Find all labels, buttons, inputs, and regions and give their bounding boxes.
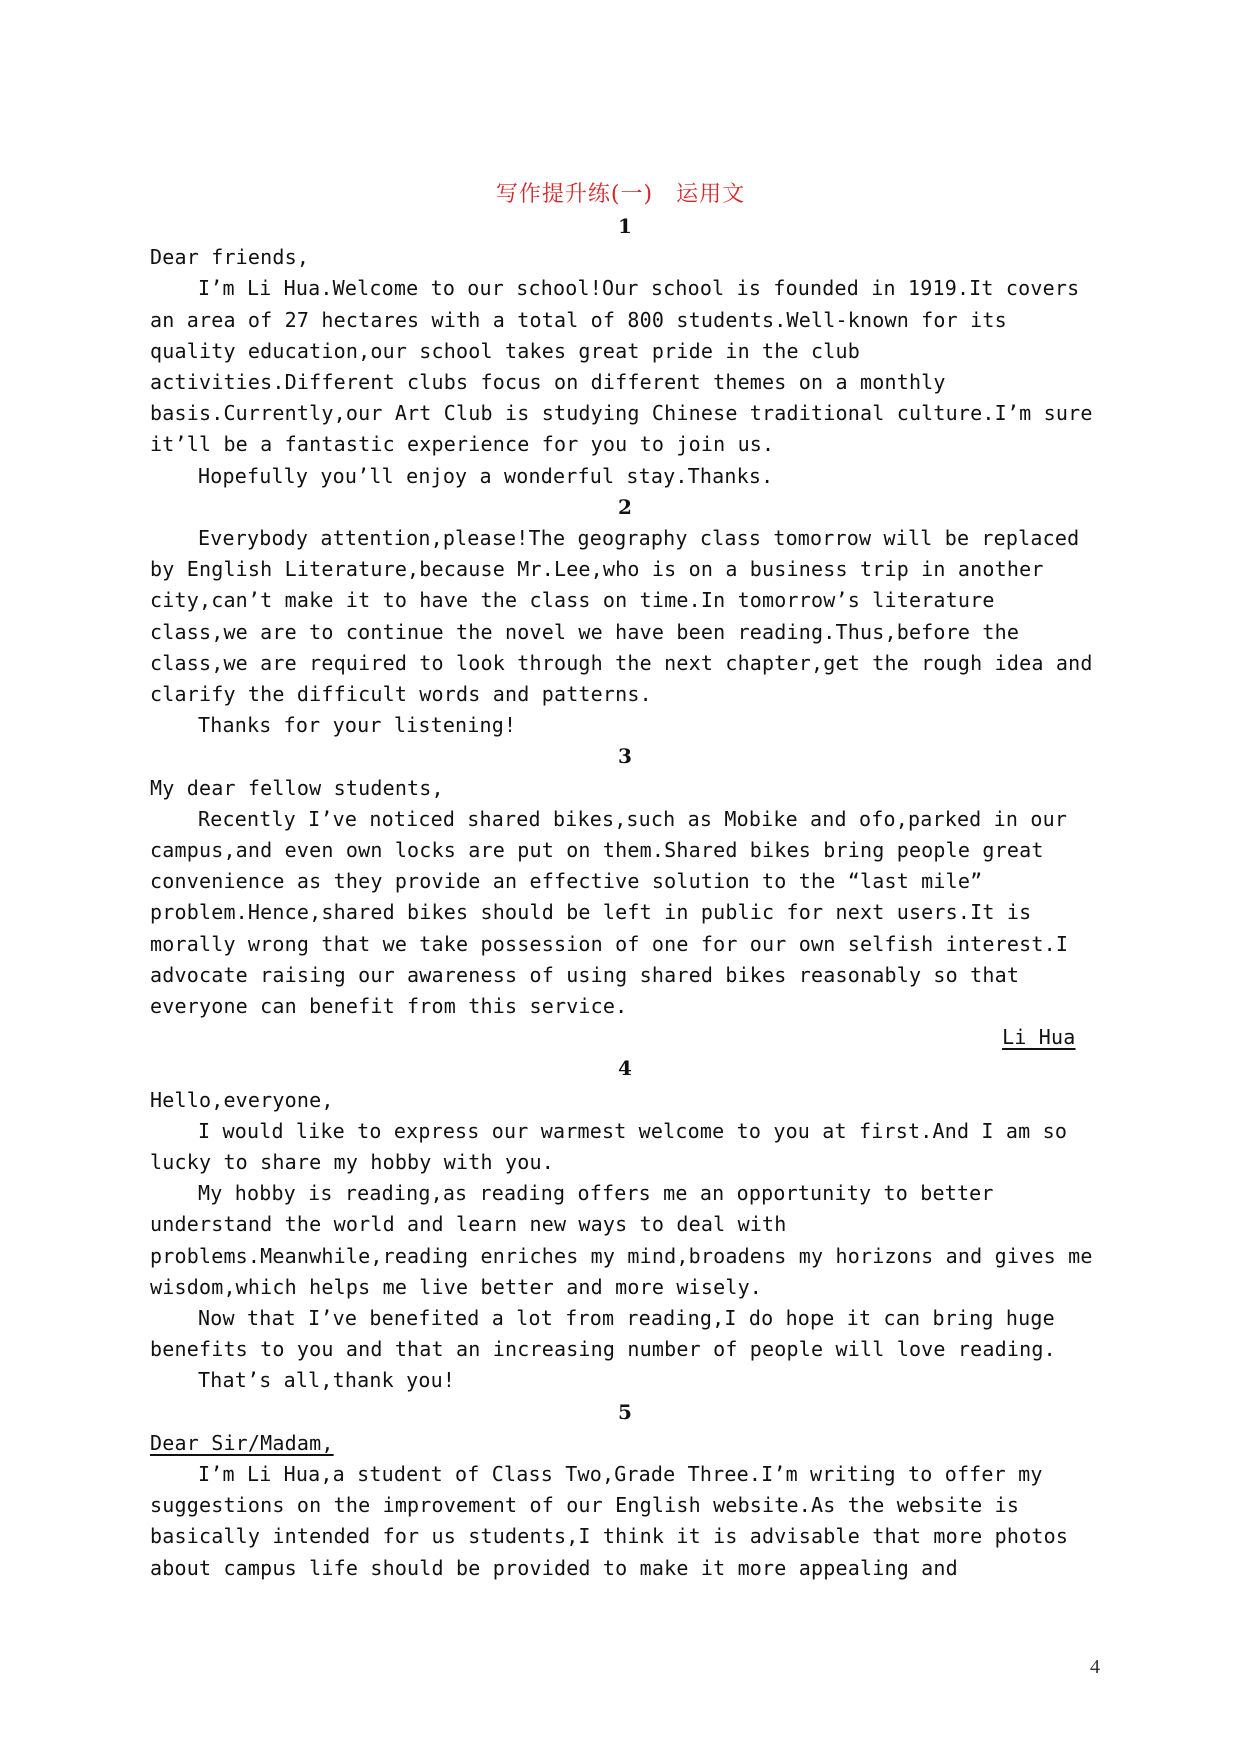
page-title: 写作提升练(一) 运用文 [495,182,746,207]
salutation: My dear fellow students, [150,775,444,800]
page-number: 4 [1090,1656,1100,1678]
paragraph: My hobby is reading,as reading offers me an opportunity to better understand the world and learn new ways to deal with problems.Meanwhile,reading enriches my mind,broadens my horizons and gives me wisdom,which helps me live better and more wisely. [150,1181,1093,1299]
paragraph: That’s all,thank you! [198,1368,456,1393]
salutation [150,1428,1100,1459]
paragraph: Everybody attention,please!The geography class tomorrow will be replaced by English Literature,because Mr.Lee,who is on a business trip in another city,can’t make it to have the class on time.In tomorrow’s literature class,we are to continue the novel we have been reading.Thus,before the class,we are required to look through the next chapter,get the rough idea and clarify the difficult words and patterns. [150,526,1093,707]
document-body [150,211,1100,1584]
signature [150,1022,1100,1053]
paragraph: Thanks for your listening! [198,713,517,738]
paragraph: I’m Li Hua,a student of Class Two,Grade Three.I’m writing to offer my suggestions on the improvement of our English website.As the website is basically intended for us students,I think it is advisable that more photos about campus life should be provided to make it more appealing and [150,1462,1069,1580]
paragraph: I’m Li Hua.Welcome to our school!Our school is founded in 1919.It covers an area of 27 hectares with a total of 800 students.Well-known for its quality education,our school takes great pride in the club activities.Different clubs focus on different themes on a monthly basis.Currently,our Art Club is studying Chinese traditional culture.I’m sure it’ll be a fantastic experience for you to join us. [150,276,1093,457]
salutation: Hello,everyone, [150,1087,334,1112]
section-number: 1 [617,214,633,238]
section-number: 4 [617,1056,633,1081]
paragraph: I would like to express our warmest welcome to you at first.And I am so lucky to share my hobby with you. [150,1118,1068,1175]
signature-text: Li Hua [1002,1025,1076,1050]
paragraph: Recently I’ve noticed shared bikes,such as Mobike and ofo,parked in our campus,and even own locks are put on them.Shared bikes bring people great convenience as they provide an effective solution to the “last mile” problem.Hence,shared bikes should be left in public for next users.It is morally wrong that we take possession of one for our own selfish interest.I advocate raising our awareness of using shared bikes reasonably so that everyone can benefit from this service. [150,806,1069,1019]
salutation-text: Dear Sir/Madam, [150,1430,334,1455]
paragraph: Hopefully you’ll enjoy a wonderful stay.Thanks. [198,463,774,488]
section-number: 3 [617,744,633,769]
section-number: 5 [617,1399,633,1424]
section-number: 2 [617,494,633,519]
salutation: Dear friends, [150,245,310,270]
paragraph: Now that I’ve benefited a lot from reading,I do hope it can bring huge benefits to you and that an increasing number of people will love reading. [150,1306,1056,1362]
